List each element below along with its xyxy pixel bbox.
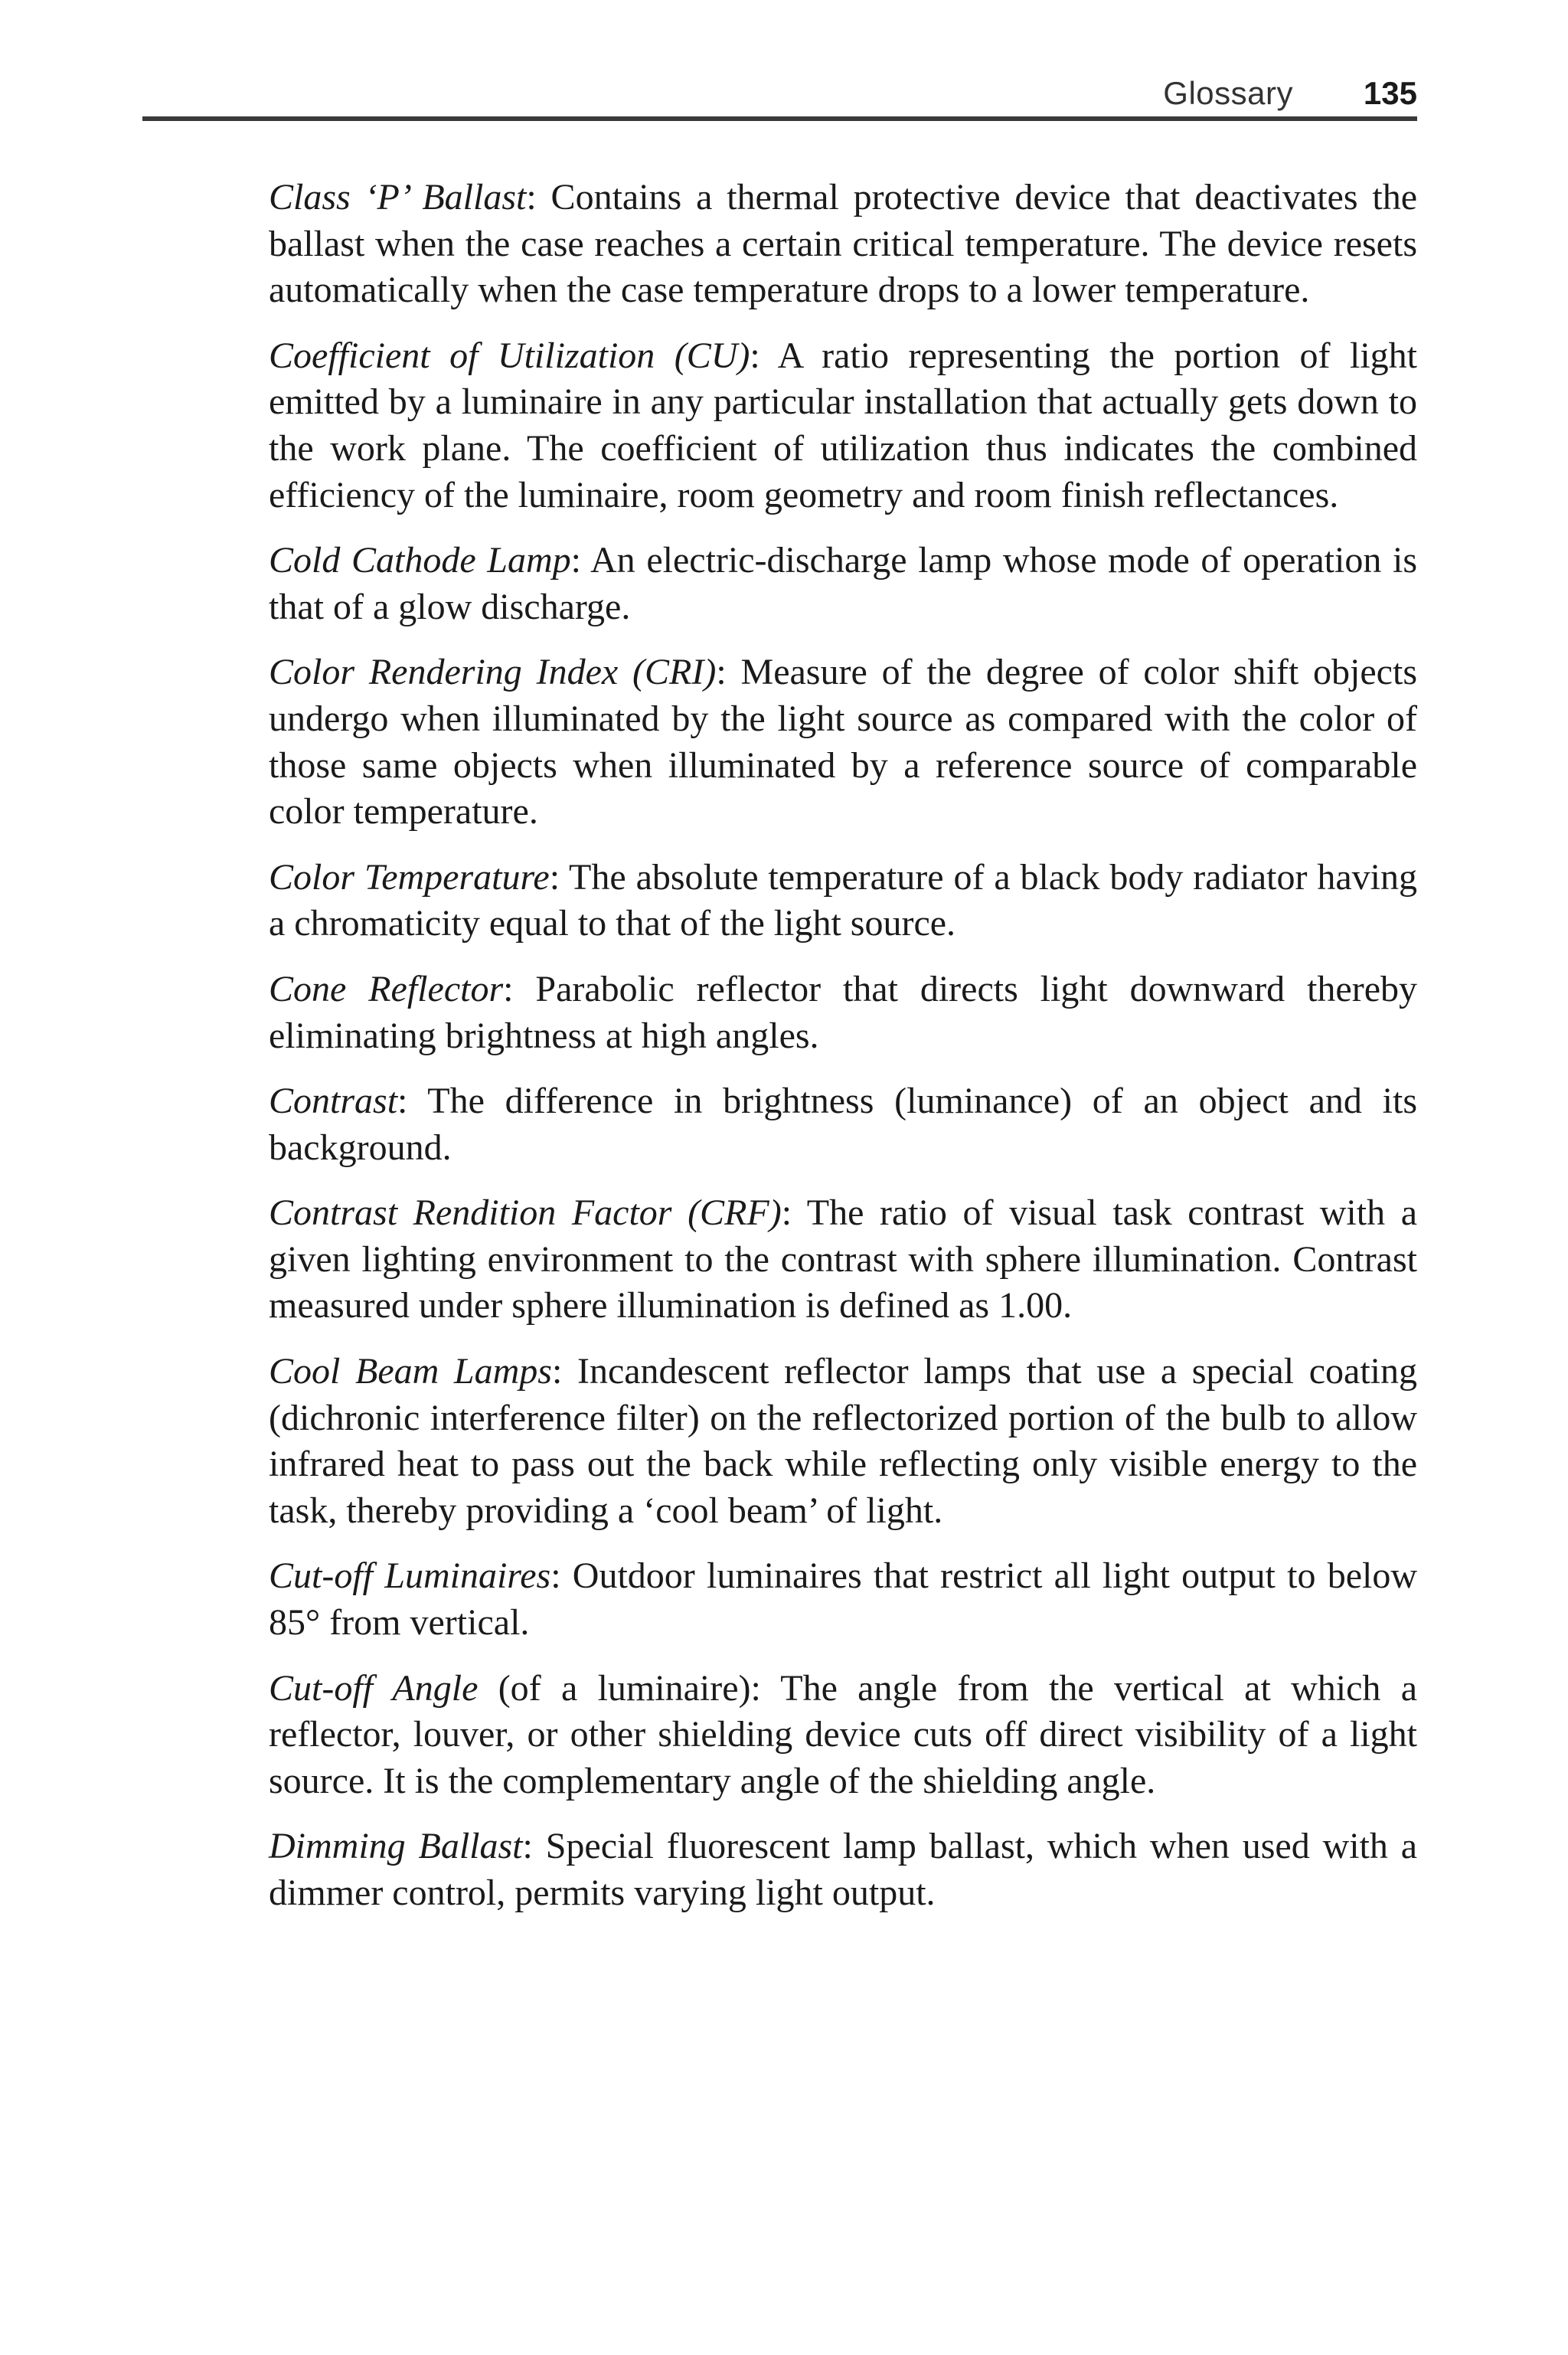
glossary-entry-coefficient-of-utilization — [269, 333, 1417, 518]
glossary-entry-contrast — [269, 1078, 1417, 1171]
glossary-entry-contrast-rendition-factor — [269, 1190, 1417, 1330]
glossary-definition: Special fluorescent lamp ballast, which when used with a dimmer control, permits varying light output. — [269, 1826, 1418, 1913]
glossary-definition: Contains a thermal protective device that deactivates the ballast when the case reaches a certain critical temperature. The device resets automatically when the case temperature drops to a lower temperature. — [269, 177, 1418, 311]
glossary-definition: Outdoor luminaires that restrict all light output to below 85° from vertical. — [269, 1555, 1418, 1644]
header-rule — [142, 116, 1417, 121]
term-separator: : — [550, 1555, 561, 1597]
term-separator: : — [551, 1351, 563, 1392]
glossary-entry-class-p-ballast — [269, 175, 1417, 314]
glossary-definition: Parabolic reflector that directs light downward thereby eliminating brightness at high angles. — [269, 968, 1417, 1056]
glossary-term: Color Temperature — [269, 856, 550, 898]
glossary-term: Cold Cathode Lamp — [269, 540, 571, 581]
glossary-entry-cut-off-angle — [269, 1666, 1417, 1805]
term-separator: : — [570, 540, 582, 581]
glossary-entry-cold-cathode-lamp — [269, 538, 1417, 630]
glossary-term: Cut-off Luminaires — [269, 1555, 551, 1597]
glossary-term: Contrast Rendition Factor (CRF) — [269, 1192, 782, 1234]
glossary-term: Dimming Ballast — [269, 1826, 523, 1867]
term-separator: : — [716, 652, 727, 693]
glossary-term: Contrast — [269, 1081, 398, 1122]
glossary-entry-cone-reflector — [269, 967, 1417, 1059]
glossary-term: Cut-off Angle — [269, 1667, 479, 1709]
glossary-term: Color Rendering Index (CRI) — [269, 652, 717, 693]
glossary-entry-cut-off-luminaires — [269, 1553, 1417, 1646]
glossary-term: Class ‘P’ Ballast — [269, 177, 527, 218]
glossary-entry-color-rendering-index — [269, 649, 1417, 835]
glossary-term: Cone Reflector — [269, 968, 504, 1009]
term-separator: : — [522, 1826, 533, 1867]
term-separator: : — [750, 335, 760, 376]
page-number: 135 — [1363, 75, 1417, 111]
glossary-definition: The ratio of visual task contrast with a given lighting environment to the contrast with sphere illumination. Contrast measured under sphere illumination is defined as 1.00. — [269, 1192, 1417, 1326]
glossary-definition: Measure of the degree of color shift objects undergo when illuminated by the light source as compared with the color of those same objects when illuminated by a reference source of comparable color temperature. — [269, 652, 1417, 832]
running-head — [142, 70, 1417, 116]
glossary-term: Cool Beam Lamps — [269, 1351, 552, 1392]
glossary-entry-cool-beam-lamps — [269, 1349, 1417, 1534]
glossary-definition: The absolute temperature of a black body radiator having a chromaticity equal to that of the light source. — [269, 856, 1418, 944]
glossary-definition: The difference in brightness (luminance) of an object and its background. — [269, 1081, 1417, 1168]
term-separator: : — [503, 968, 514, 1009]
term-separator: : — [397, 1081, 408, 1122]
glossary-entry-color-temperature — [269, 855, 1417, 947]
glossary-definition: A ratio representing the portion of light emitted by a luminaire in any particular installation that actually gets down to the work plane. The coefficient of utilization thus indicates the combined efficiency of the luminaire, room geometry and room finish reflectances. — [269, 335, 1417, 515]
glossary-definition: An electric-discharge lamp whose mode of operation is that of a glow discharge. — [269, 540, 1417, 627]
term-separator: : — [549, 856, 560, 898]
section-title: Glossary — [1163, 75, 1293, 111]
term-separator: : — [781, 1192, 792, 1234]
glossary-entry-dimming-ballast — [269, 1823, 1417, 1916]
glossary-definition: Incandescent reflector lamps that use a special coating (dichronic interference filter) on the reflectorized portion of the bulb to allow infrared heat to pass out the back while reflecting only visible energy to the task, thereby providing a ‘cool beam’ of light. — [269, 1351, 1417, 1531]
glossary-list — [269, 175, 1417, 1936]
glossary-definition: (of a luminaire): The angle from the vertical at which a reflector, louver, or other shielding device cuts off direct visibility of a light source. It is the complementary angle of the shielding angle. — [269, 1667, 1417, 1801]
term-separator: : — [526, 177, 537, 218]
glossary-term: Coefficient of Utilization (CU) — [269, 335, 750, 376]
